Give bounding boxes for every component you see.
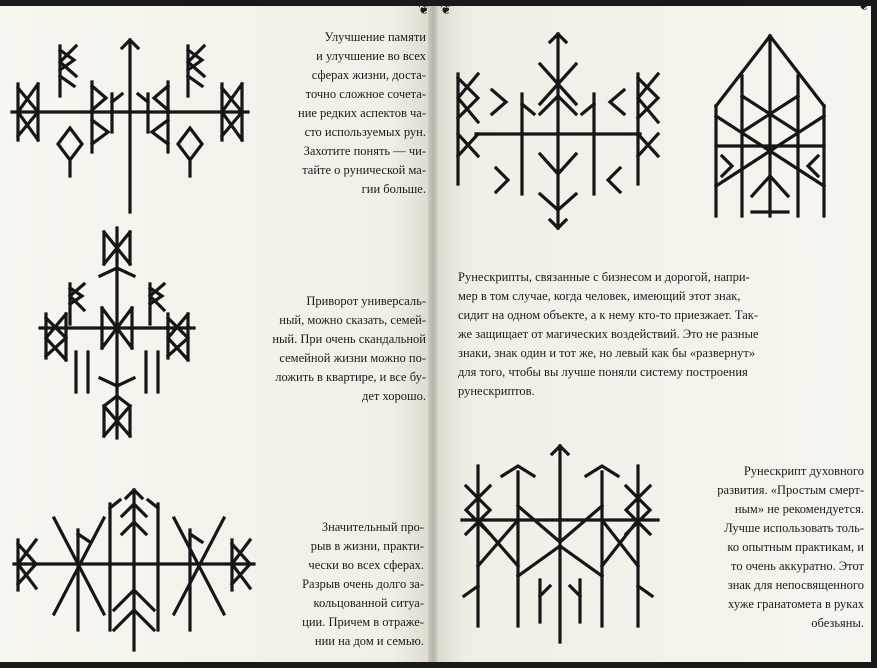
runescript-business-icon-right xyxy=(712,36,828,216)
runescript-breakthrough-icon xyxy=(14,490,254,650)
ornament-icon-left: ❦ xyxy=(418,3,430,18)
bottom-edge xyxy=(0,662,877,668)
description-breakthrough: Значительный про- рыв в жизни, практи- чески во всех сферах. Разрыв очень долго за- кольцованной ситуа- ции. Причем в отраже- нии на дом и семью. xyxy=(302,520,424,648)
description-memory: Улучшение памяти и улучшение во всех сферах жизни, доста- точно сложное сочета- ние редких аспектов ча- сто используемых рун. Захотите понять — чи- тайте о рунической ма- гии больше. xyxy=(298,30,426,196)
runescript-love-icon xyxy=(40,228,194,438)
book-gutter xyxy=(428,0,438,668)
top-edge xyxy=(0,0,877,6)
runescript-memory-icon xyxy=(12,36,248,212)
description-spiritual: Рунескрипт духовного развития. «Простым смерт- ным» не рекомендуется. Лучше использовать толь- ко опытным практикам, и то очень аккуратно. Этот знак для непосвященного хуже гранатомета в руках обезьяны. xyxy=(717,464,864,630)
runescript-business-icon-left xyxy=(456,34,660,228)
ornament-icon-corner: ❦ xyxy=(858,0,870,14)
right-edge xyxy=(871,0,877,668)
runescript-spiritual-icon xyxy=(458,446,664,642)
ornament-icon-right: ❦ xyxy=(440,3,452,18)
description-business: Рунескрипты, связанные с бизнесом и дорогой, напри- мер в том случае, когда человек, имеющий этот знак, сидит на одном объекте, а к нему кто-то приезжает. Так- же защищает от магических воздействий. Это не разные знаки, знак один и тот же, но левый как бы «развернут» для того, чтобы вы лучше поняли систему построения рунескриптов. xyxy=(458,270,759,398)
description-love: Приворот универсаль- ный, можно сказать, семей- ный. При очень скандальной семейной жизни можно по- ложить в квартире, и все бу- дет хорошо. xyxy=(272,294,426,403)
